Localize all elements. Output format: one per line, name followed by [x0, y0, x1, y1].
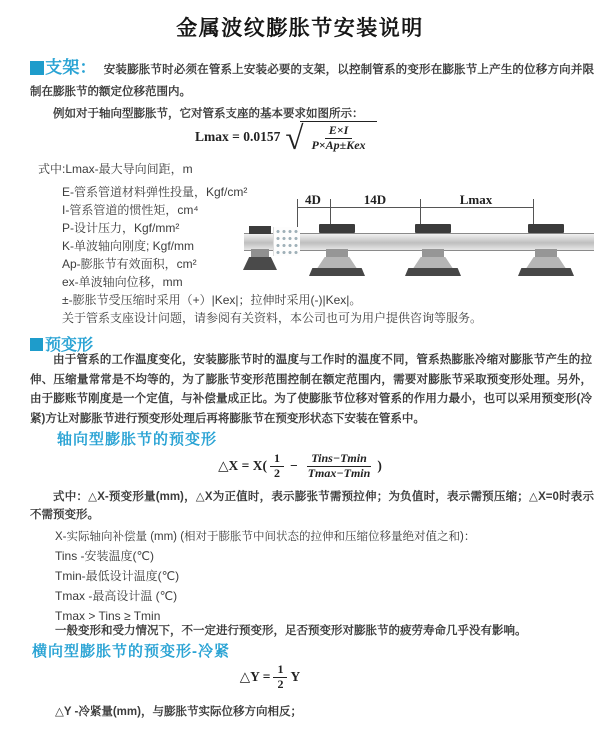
definition-line: 式中:Lmax-最大导向间距，m [38, 162, 193, 176]
radical-body [300, 121, 376, 153]
support-cap [528, 224, 564, 233]
anchor-neck [251, 249, 269, 257]
support-section [30, 57, 594, 125]
section-bullet-icon [30, 61, 44, 75]
support-neck [422, 249, 444, 258]
predeform-heading: 预变形 [45, 337, 94, 354]
support-saddle [524, 257, 568, 269]
dimension-tick [297, 199, 298, 230]
formula-lhs: Lmax = 0.0157 [195, 128, 281, 144]
support-example-text: 例如对于轴向型膨胀节，它对管系支座的基本要求如图所示： [53, 108, 364, 120]
fraction-denominator: 2 [277, 676, 284, 691]
formula-lhs: △Y = [239, 669, 271, 685]
definition-line: Ap-膨胀节有效面积，cm² [62, 257, 197, 271]
minus-sign: − [290, 458, 298, 474]
temperature-definitions-list [55, 546, 179, 626]
support-base [405, 268, 461, 276]
dimension-label-14d: 14D [363, 192, 387, 207]
page-title: 金属波纹膨胀节安装说明 [176, 17, 424, 40]
guide-spacing-formula [195, 120, 377, 157]
fraction-denominator: 2 [274, 465, 280, 480]
temperature-line: Tmax -最高设计温 (℃) [55, 589, 178, 603]
dimension-label-4d: 4D [305, 192, 321, 207]
dimension-line [297, 207, 533, 208]
fraction-numerator: E×I [325, 124, 353, 139]
definition-line: I-管系管道的惯性矩，cm⁴ [62, 203, 199, 217]
support-intro-text: 安装膨胀节时必须在管系上安装必要的支架，以控制管系的变形在膨胀节上产生的位移方向并限制在膨胀节的额定位移范围内。 [30, 64, 595, 98]
fraction-numerator: Tins−Tmin [307, 452, 371, 467]
anchor-cap [249, 226, 271, 234]
y-definition-text: △Y -冷紧量(mm)，与膨胀节实际位移方向相反； [55, 706, 302, 718]
definition-line: ex-单波轴向位移，mm [62, 275, 183, 289]
fraction-numerator: 1 [270, 452, 284, 467]
anchor-base [243, 257, 277, 270]
section-bullet-icon [30, 338, 43, 351]
formula-rhs: Y [290, 669, 301, 685]
lateral-predeform-formula [0, 663, 540, 692]
formula-lhs: △X = X( [218, 458, 267, 474]
pipe-support-diagram [240, 190, 598, 286]
temperature-line: Tmin-最低设计温度(℃) [55, 569, 180, 583]
definition-line: 关于管系支座设计问题，请参阅有关资料，本公司也可为用户提供咨询等服务。 [62, 311, 483, 325]
fraction-temperature [304, 452, 375, 481]
lateral-subsection-heading: 横向型膨胀节的预变形-冷紧 [32, 643, 230, 660]
fraction [307, 124, 369, 153]
support-neck [535, 249, 557, 258]
axial-predeform-formula [0, 452, 600, 481]
dimension-label-lmax: Lmax [459, 192, 493, 207]
pipe-guide-support [518, 224, 574, 276]
definition-line: P-设计压力，Kgf/mm² [62, 221, 180, 235]
fraction-half [270, 452, 284, 481]
x-definition-text: X-实际轴向补偿量 (mm) (相对于膨胀节中间状态的拉伸和压缩位移量绝对值之和)： [55, 531, 476, 543]
axial-formula-explanation: 式中：△X-预变形量(mm)，△X为正值时，表示膨张节需预拉伸；为负值时，表示需预压缩；△X=0时表示不需预变形。 [30, 491, 594, 521]
radical: √ $\frac{E\times I}{\text{P×Ap±Kex}}$ [285, 121, 376, 153]
fixed-anchor-support [243, 226, 277, 272]
temperature-line: Tmax > Tins ≥ Tmin [55, 609, 161, 623]
bellows-expansion-joint [273, 227, 300, 256]
support-section-heading: 支架： [45, 58, 97, 77]
support-cap [415, 224, 451, 233]
support-saddle [315, 257, 359, 269]
fraction-denominator: P×Ap±Kex [311, 137, 366, 152]
fraction-numerator: 1 [273, 663, 287, 678]
axial-subsection-heading: 轴向型膨胀节的预变形 [57, 431, 218, 448]
fraction-half [273, 663, 287, 692]
formula-rhs: ) [377, 458, 382, 474]
support-neck [326, 249, 348, 258]
support-cap [319, 224, 355, 233]
support-base [309, 268, 365, 276]
definition-line: E-管系管道材料弹性投量，Kgf/cm² [62, 185, 248, 199]
support-base [518, 268, 574, 276]
pipe-guide-support [405, 224, 461, 276]
definition-line: ±-膨胀节受压缩时采用（+）|Kex|；拉伸时采用(-)|Kex|。 [62, 293, 362, 307]
support-saddle [411, 257, 455, 269]
definition-line: K-单波轴向刚度; Kgf/mm [62, 239, 195, 253]
predeform-note-text: 一般变形和受力情况下，不一定进行预变形，足否预变形对膨胀节的疲劳寿命几乎没有影响。 [55, 625, 527, 637]
pipe-guide-support [309, 224, 365, 276]
temperature-line: Tins -安装温度(℃) [55, 549, 155, 563]
predeform-body-text: 由于管系的工作温度变化，安装膨胀节时的温度与工作时的温度不同，管系热膨胀冷缩对膨胀节产生的拉伸、压缩量常常是不均等的，为了膨胀节变形范围控制在额定范围内，需要对膨胀节采取预变形处理。另外，由于膨账节刚度是一个定值，与补偿量成正比。为了使膨胀节位移对管系的作用力最小，也可以采用预变形(冷紧)方让对膨胀节进行预变形处理后再将膨胀节在预变形状态下安装在管系中。 [30, 354, 592, 425]
fraction-denominator: Tmax−Tmin [307, 465, 371, 480]
